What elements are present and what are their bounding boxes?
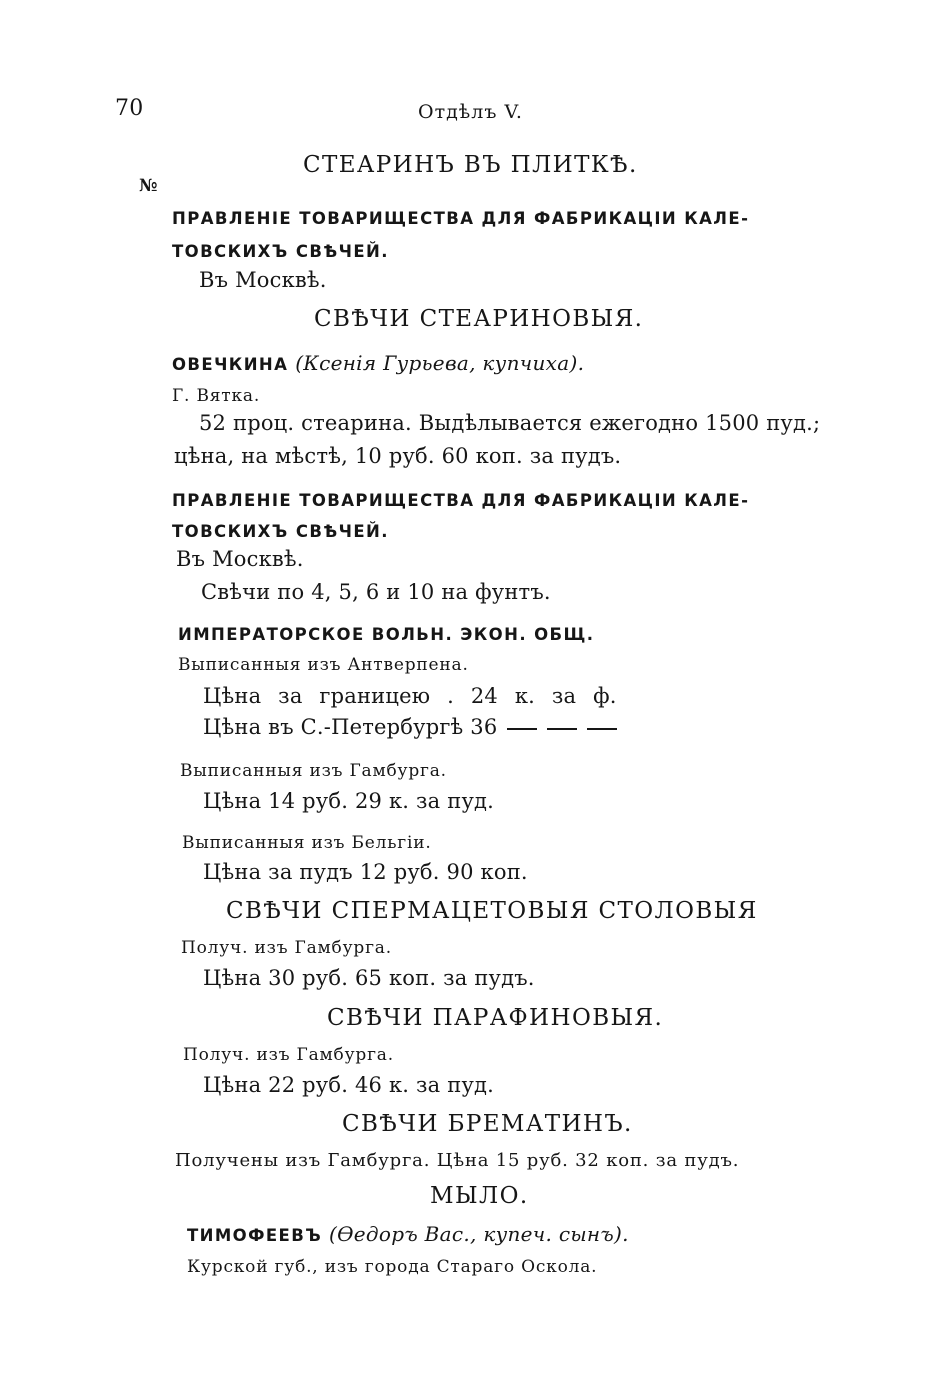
ditto-dash: [507, 728, 537, 730]
price-text: Цѣна въ С.-Петербургѣ 36: [203, 715, 498, 739]
subheading-line: Выписанныя изъ Бельгіи.: [182, 833, 432, 853]
price-line: Цѣна 14 руб. 29 к. за пуд.: [203, 789, 495, 813]
description-line: Свѣчи по 4, 5, 6 и 10 на фунтъ.: [201, 580, 551, 604]
price-line: Цѣна 30 руб. 65 коп. за пудъ.: [203, 966, 535, 990]
number-sign: №: [139, 176, 158, 196]
entry-name-line: [187, 1221, 629, 1249]
org-line: ИМПЕРАТОРСКОЕ ВОЛЬН. ЭКОН. ОБЩ.: [178, 625, 595, 644]
heading-spermaceti: СВѢЧИ СПЕРМАЦЕТОВЫЯ СТОЛОВЫЯ: [226, 898, 758, 924]
page-number: 70: [115, 96, 144, 121]
place-line: Въ Москвѣ.: [199, 268, 327, 292]
entry-note: (Ѳедоръ Вас., купеч. сынъ).: [328, 1222, 629, 1246]
price-line: Цѣна 22 руб. 46 к. за пуд.: [203, 1073, 495, 1097]
place-line: Курской губ., изъ города Стараго Оскола.: [187, 1257, 598, 1277]
heading-soap: МЫЛО.: [430, 1183, 529, 1209]
entry-name-line: [172, 350, 584, 378]
description-line: цѣна, на мѣстѣ, 10 руб. 60 коп. за пудъ.: [174, 444, 622, 468]
subheading-line: Выписанныя изъ Гамбурга.: [180, 761, 447, 781]
subheading-line: Выписанныя изъ Антверпена.: [178, 655, 469, 675]
entry-note: (Ксенія Гурьева, купчиха).: [295, 351, 585, 375]
place-line: Г. Вятка.: [172, 386, 261, 406]
heading-stearin-plates: СТЕАРИНЪ ВЪ ПЛИТКѢ.: [303, 152, 638, 178]
org-line: ПРАВЛЕНІЕ ТОВАРИЩЕСТВА ДЛЯ ФАБРИКАЦІИ КАЛЕ-: [172, 209, 750, 228]
org-line: ТОВСКИХЪ СВѢЧЕЙ.: [172, 242, 389, 261]
subheading-line: Получ. изъ Гамбурга.: [181, 938, 392, 958]
ditto-dash: [587, 728, 617, 730]
heading-paraffin: СВѢЧИ ПАРАФИНОВЫЯ.: [327, 1005, 664, 1031]
price-line: Цѣна за пудъ 12 руб. 90 коп.: [203, 860, 528, 884]
price-line-with-dashes: [203, 714, 617, 740]
running-title: Отдѣлъ V.: [418, 101, 523, 123]
price-line: Цѣна за границею . 24 к. за ф.: [203, 684, 617, 708]
ditto-dash: [547, 728, 577, 730]
description-line: 52 проц. стеарина. Выдѣлывается ежегодно 1500 пуд.;: [199, 411, 821, 435]
entry-name: ОВЕЧКИНА: [172, 355, 289, 374]
org-line: ТОВСКИХЪ СВѢЧЕЙ.: [172, 522, 389, 541]
subheading-line: Получ. изъ Гамбурга.: [183, 1045, 394, 1065]
place-line: Въ Москвѣ.: [176, 547, 304, 571]
org-line: ПРАВЛЕНІЕ ТОВАРИЩЕСТВА ДЛЯ ФАБРИКАЦІИ КАЛЕ-: [172, 491, 750, 510]
heading-stearin-candles: СВѢЧИ СТЕАРИНОВЫЯ.: [314, 306, 644, 332]
heading-brematin: СВѢЧИ БРЕМАТИНЪ.: [342, 1111, 633, 1137]
price-line: Получены изъ Гамбурга. Цѣна 15 руб. 32 коп. за пудъ.: [175, 1150, 740, 1171]
entry-name: ТИМОФЕЕВЪ: [187, 1226, 323, 1245]
